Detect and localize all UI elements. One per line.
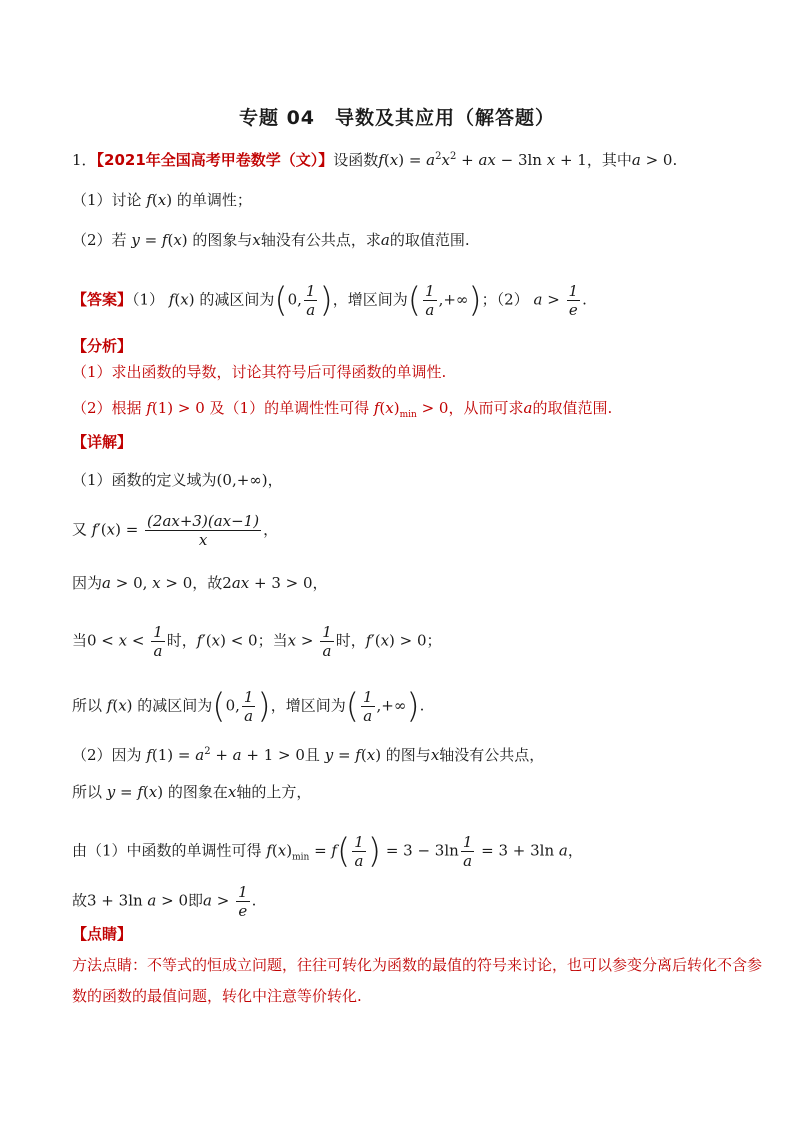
problem-statement: 1．【2021年全国高考甲卷数学（文）】设函数$f(x) = a^2x^2$ + ax − 3ln x + 1，其中a > 0. <box>72 151 678 169</box>
details-tag: 【详解】 <box>72 433 133 451</box>
analysis-tag: 【分析】 <box>72 337 133 355</box>
details-line1: （1）函数的定义域为(0,+∞)， <box>72 471 283 489</box>
page-title: 专题 04 导数及其应用（解答题） <box>238 107 556 129</box>
comment-tag: 【点睛】 <box>72 925 133 943</box>
problem-part1: （1）讨论 f(x) 的单调性； <box>72 191 252 209</box>
comment-line2: 数的函数的最值问题，转化中注意等价转化. <box>72 987 362 1005</box>
answer-tag: 【答案】 <box>72 290 133 309</box>
details-line6: （2）因为 $f(1) = a^2 + a + 1 > 0$且 y = f(x) 的图与x轴没有公共点， <box>72 746 545 764</box>
problem-part2: （2）若 y = f(x) 的图象与x轴没有公共点，求a的取值范围. <box>72 231 470 249</box>
comment-line1: 方法点睛：不等式的恒成立问题，往往可转化为函数的最值的符号来讨论，也可以参变分离后转化不含参 <box>72 956 763 974</box>
details-line4: 当0 < x < $\frac{1}{a}$ 时，f′(x) < 0；当x > $\frac{1}{a}$ 时，f′(x) > 0； <box>72 623 442 660</box>
analysis-line2: （2）根据 f(1) > 0 及（1）的单调性性可得 $f(x)_{min} > 0$，从而可求a的取值范围. <box>72 399 613 420</box>
details-line5: 所以 f(x) 的减区间为(0, $\frac{1}{a}$ )，增区间为( $\frac{1}{a}$ ,+∞). <box>72 686 425 727</box>
details-line9: 故3 + 3ln a > 0即a > $\frac{1}{e}$ . <box>72 883 257 920</box>
details-line3: 因为a > 0, x > 0，故2ax + 3 > 0， <box>72 574 328 592</box>
details-line2: 又 f′(x) = $\frac{(2ax+3)(ax-1)}{x}$ ， <box>72 512 279 549</box>
answer-line: 【答案】（1） f(x) 的减区间为(0, $\frac{1}{a}$ )，增区间为( $\frac{1}{a}$ ,+∞)；（2） a > $\frac{1}{e}$ . <box>72 280 587 321</box>
details-line8: 由（1）中函数的单调性可得 $f(x)_{min} = f$( $\frac{1}{a}$ ) = 3 − 3ln $\frac{1}{a}$ = 3 + 3ln a， <box>72 831 583 872</box>
details-line7: 所以 y = f(x) 的图象在x轴的上方， <box>72 783 312 801</box>
problem-number: 1． <box>72 151 97 169</box>
analysis-line1: （1）求出函数的导数，讨论其符号后可得函数的单调性. <box>72 363 447 381</box>
problem-source: 【2021年全国高考甲卷数学（文）】 <box>96 151 334 169</box>
